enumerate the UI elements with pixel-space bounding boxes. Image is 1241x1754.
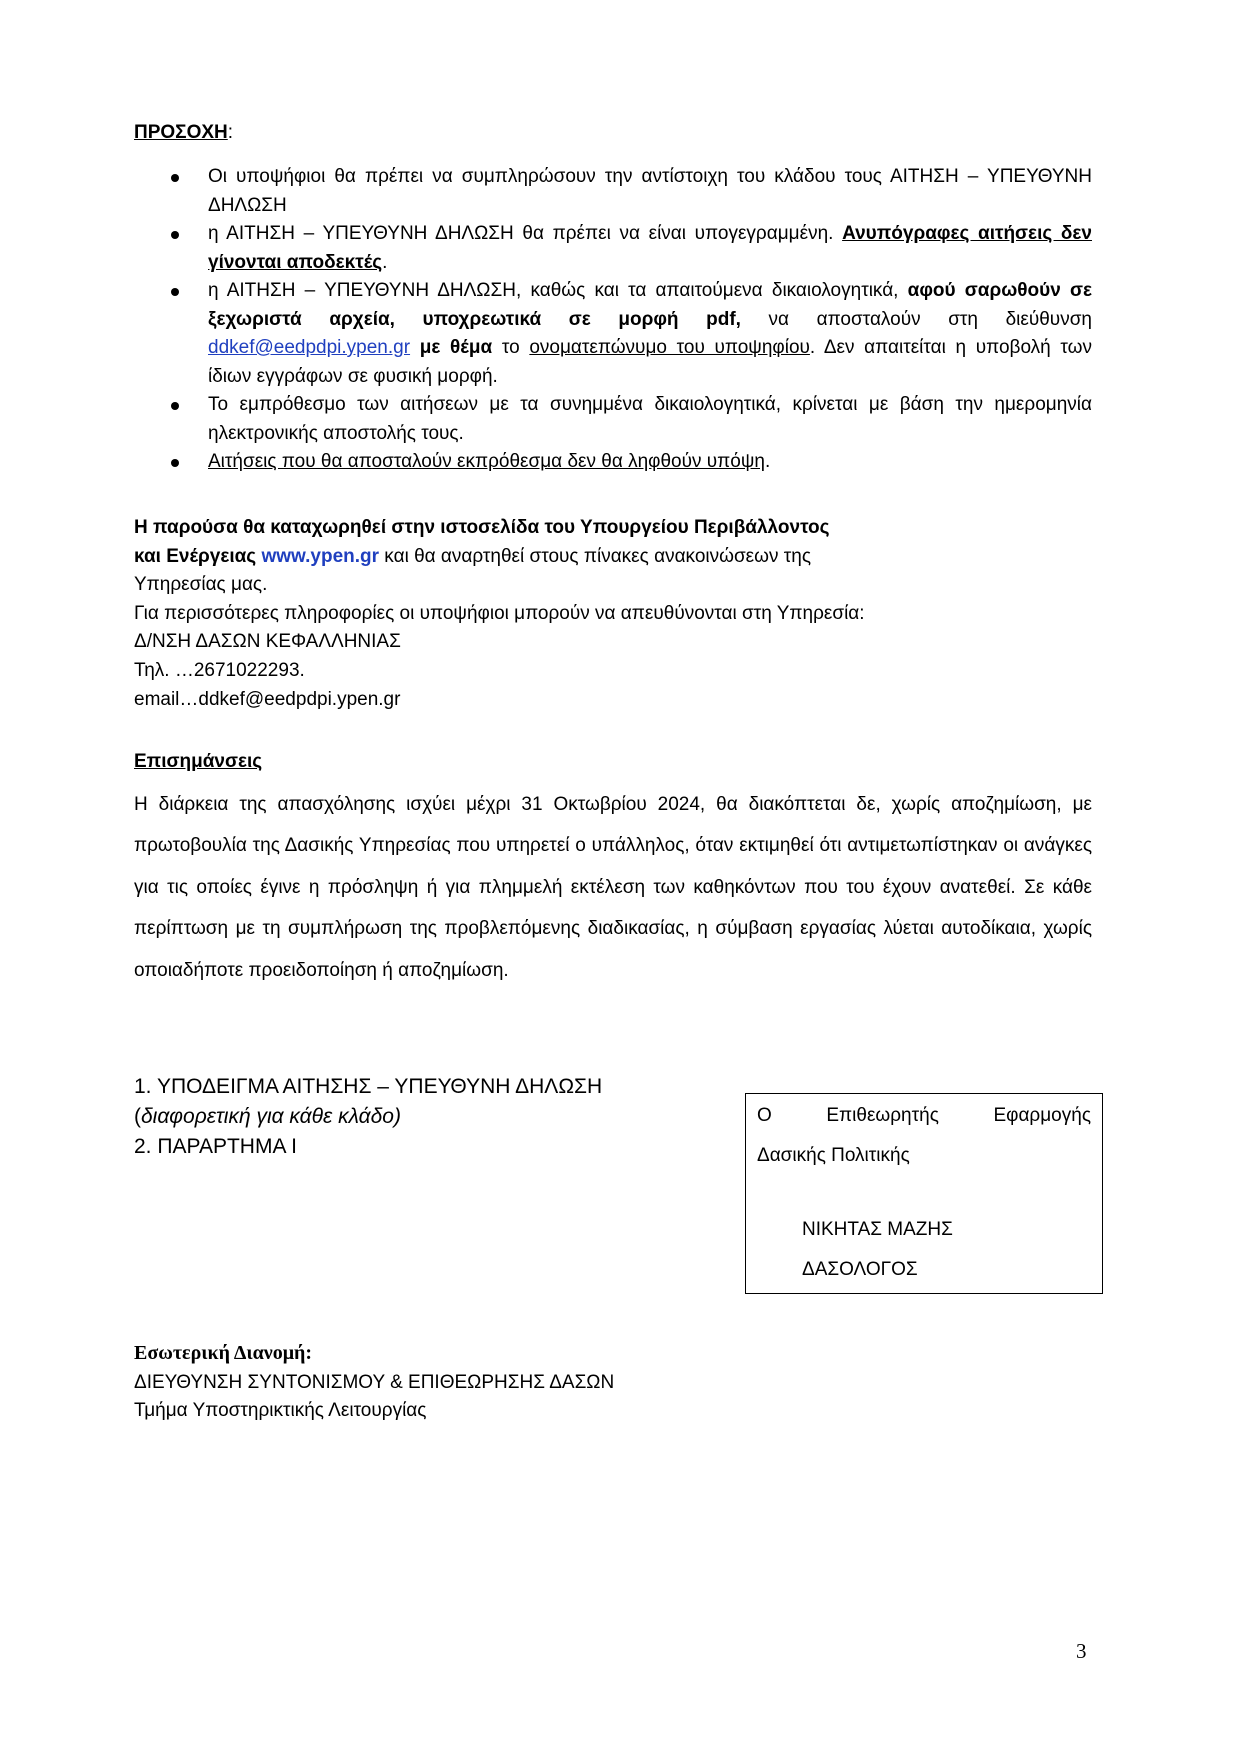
punctuation: . [382, 251, 388, 273]
bullet-text: Το εμπρόθεσμο των αιτήσεων με τα συνημμένα δικαιολογητικά, κρίνεται με βάση την ημερομηνία ηλεκτρονικής αποστολής τους. [208, 394, 1092, 444]
signatory-title: ΔΑΣΟΛΟΓΟΣ [802, 1259, 918, 1280]
bullet-text: το [492, 337, 530, 358]
publication-bold-text: και Ενέργειας [134, 545, 262, 567]
service-name: Δ/ΝΣΗ ΔΑΣΩΝ ΚΕΦΑΛΛΗΝΙΑΣ [134, 631, 401, 653]
unsigned-warning: Ανυπόγραφες αιτήσεις δεν γίνονται αποδεκτές [208, 223, 1092, 273]
remarks-paragraph: Η διάρκεια της απασχόλησης ισχύει μέχρι 31 Οκτωβρίου 2024, θα διακόπτεται δε, χωρίς αποζημίωση, με πρωτοβουλία της Δασικής Υπηρεσίας που υπηρετεί ο υπάλληλος, όταν εκτιμηθεί ότι αντιμετωπίστηκαν οι ανάγκες για τις οποίες έγινε η πρόσληψη ή για πλημμελή εκτέλεση των καθηκόντων που του έχουν ανατεθεί. Σε κάθε περίπτωση με τη συμπλήρωση της προβλεπόμενης διαδικασίας, η σύμβαση εργασίας λύεται αυτοδίκαια, χωρίς οποιαδήποτε προειδοποίηση ή αποζημίωση. [134, 794, 1092, 981]
list-item [134, 391, 1092, 448]
bullet-text: η ΑΙΤΗΣΗ – ΥΠΕΥΘΥΝΗ ΔΗΛΩΣΗ, καθώς και τα απαιτούμενα δικαιολογητικά, [208, 280, 908, 301]
publication-line: Η παρούσα θα καταχωρηθεί στην ιστοσελίδα του Υπουργείου Περιβάλλοντος [134, 517, 830, 538]
bullet-text: να αποσταλούν στη διεύθυνση [740, 308, 1092, 330]
publication-block [134, 514, 1092, 714]
subject-label: με θέμα [410, 337, 493, 358]
phone-line: Τηλ. …2671022293. [134, 659, 305, 681]
email-line: email…ddkef@eedpdpi.ypen.gr [134, 688, 401, 710]
bullet-text: Οι υποψήφιοι θα πρέπει να συμπληρώσουν την αντίστοιχη του κλάδου τους ΑΙΤΗΣΗ – ΥΠΕΥΘΥΝΗ ΔΗΛΩΣΗ [208, 166, 1092, 216]
remarks-heading: Επισημάνσεις [134, 751, 263, 772]
signature-word: Εφαρμογής [993, 1105, 1091, 1126]
attention-colon: : [227, 122, 234, 143]
page-number: 3 [1076, 1639, 1087, 1663]
signature-word: Επιθεωρητής [826, 1105, 939, 1126]
publication-line [134, 543, 1092, 572]
attachment-note-text: διαφορετική για κάθε κλάδο) [141, 1105, 401, 1128]
list-item [134, 448, 1092, 477]
list-item [134, 163, 1092, 220]
late-applications-warning: Αιτήσεις που θα αποσταλούν εκπρόθεσμα δεν θα ληφθούν υπόψη [208, 451, 765, 472]
bullet-icon [171, 231, 179, 239]
bullet-icon [171, 459, 179, 467]
publication-text: και θα αναρτηθεί στους πίνακες ανακοινώσεων της [379, 545, 811, 567]
email-link[interactable]: ddkef@eedpdpi.ypen.gr [208, 337, 411, 358]
signature-role-line: Δασικής Πολιτικής [757, 1145, 910, 1166]
attachments-list [134, 1072, 602, 1162]
paren: ( [134, 1105, 141, 1128]
website-link[interactable]: www.ypen.gr [261, 545, 380, 567]
attachment-item: 2. ΠΑΡΑΡΤΗΜΑ Ι [134, 1135, 297, 1158]
list-item [134, 220, 1092, 277]
scan-requirement: αφού σαρωθούν σε ξεχωριστά αρχεία, υποχρεωτικά σε μορφή pdf, [208, 280, 1092, 330]
info-line: Για περισσότερες πληροφορίες οι υποψήφιοι μπορούν να απευθύνονται στη Υπηρεσία: [134, 602, 865, 624]
attention-title: ΠΡΟΣΟΧΗ [134, 122, 228, 143]
signature-box [745, 1093, 1103, 1294]
bullet-icon [171, 402, 179, 410]
distribution-heading: Εσωτερική Διανομή: [134, 1342, 313, 1364]
instructions-list [134, 163, 1092, 477]
distribution-line: ΔΙΕΥΘΥΝΣΗ ΣΥΝΤΟΝΙΣΜΟΥ & ΕΠΙΘΕΩΡΗΣΗΣ ΔΑΣΩΝ [134, 1372, 615, 1393]
attention-heading [134, 121, 233, 145]
bullet-icon [171, 288, 179, 296]
attachment-item: 1. ΥΠΟΔΕΙΓΜΑ ΑΙΤΗΣΗΣ – ΥΠΕΥΘΥΝΗ ΔΗΛΩΣΗ [134, 1075, 603, 1098]
signature-word: Ο [757, 1105, 772, 1126]
signatory-name: ΝΙΚΗΤΑΣ ΜΑΖΗΣ [802, 1219, 953, 1240]
bullet-text: . Δεν απαιτείται η υποβολή των ίδιων εγγράφων σε φυσική μορφή. [208, 337, 1092, 387]
publication-line: Υπηρεσίας μας. [134, 574, 268, 596]
distribution-line: Τμήμα Υποστηρικτικής Λειτουργίας [134, 1400, 427, 1421]
subject-value: ονοματεπώνυμο του υποψηφίου [529, 337, 810, 358]
signature-role-line [757, 1104, 1091, 1128]
attachment-note [134, 1102, 602, 1132]
bullet-icon [171, 174, 179, 182]
list-item [134, 277, 1092, 391]
punctuation: . [764, 451, 771, 472]
bullet-text: η ΑΙΤΗΣΗ – ΥΠΕΥΘΥΝΗ ΔΗΛΩΣΗ θα πρέπει να είναι υπογεγραμμένη. [208, 223, 843, 244]
